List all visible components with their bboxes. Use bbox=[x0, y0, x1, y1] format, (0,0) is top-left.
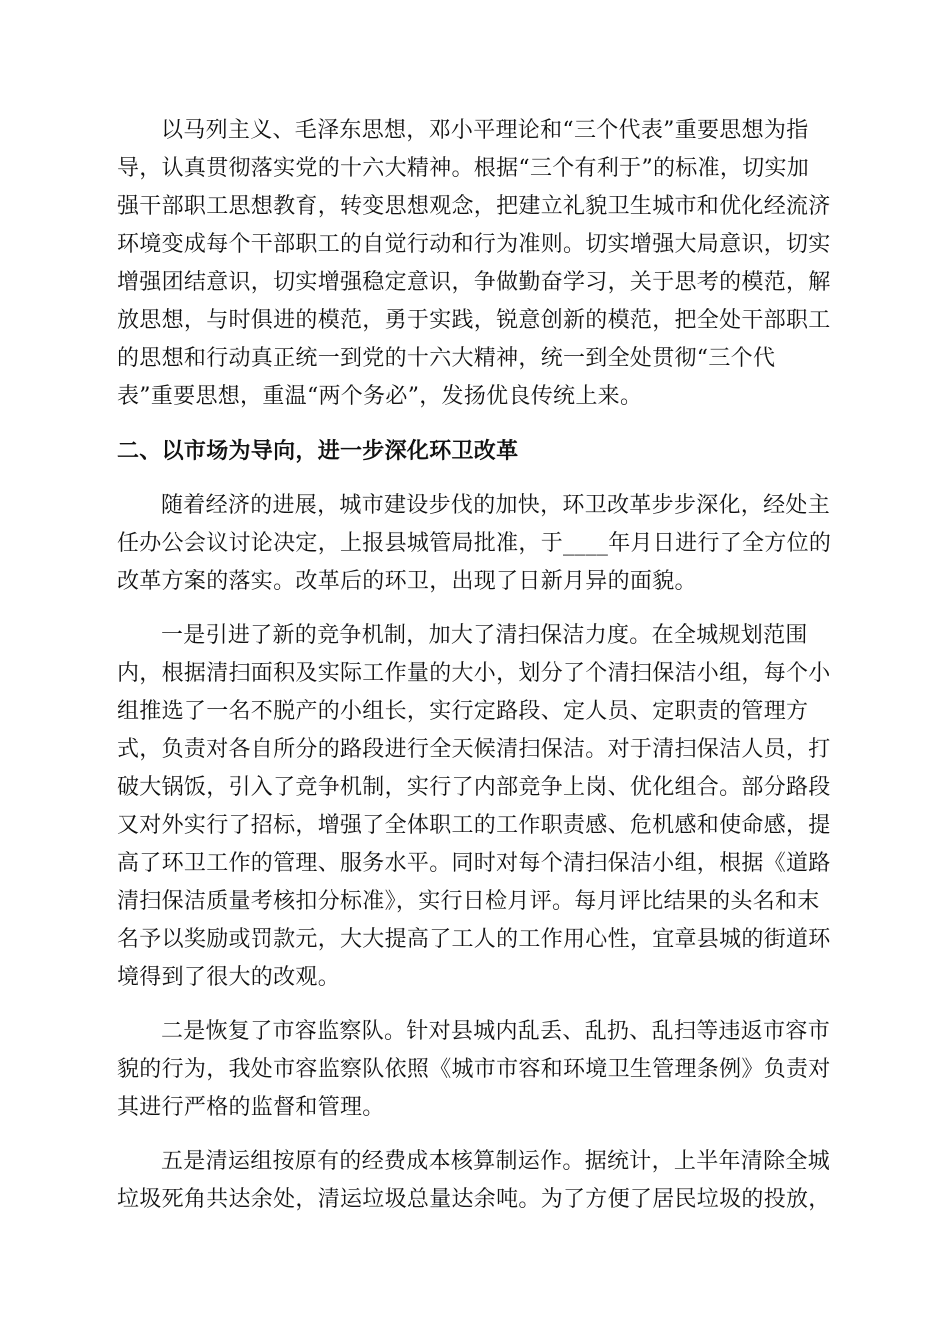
paragraph-3-line: 境得到了很大的改观。 bbox=[117, 965, 341, 990]
paragraph-5-line: 五是清运组按原有的经费成本核算制运作。据统计，上半年清除全城 bbox=[161, 1149, 831, 1174]
paragraph-4-line: 其进行严格的监督和管理。 bbox=[117, 1095, 385, 1120]
paragraph-1-line: 强干部职工思想教育，转变思想观念，把建立礼貌卫生城市和优化经流济 bbox=[117, 194, 831, 219]
paragraph-1-line: 增强团结意识，切实增强稳定意识，争做勤奋学习，关于思考的模范，解 bbox=[117, 270, 831, 295]
paragraph-2-line: 任办公会议讨论决定，上报县城管局批准，于____年月日进行了全方位的 bbox=[117, 531, 832, 556]
paragraph-2-line: 随着经济的进展，城市建设步伐的加快，环卫改革步步深化，经处主 bbox=[161, 493, 831, 518]
paragraph-1-line: 表”重要思想，重温“两个务必”，发扬优良传统上来。 bbox=[117, 384, 643, 409]
paragraph-3-line: 式，负责对各自所分的路段进行全天候清扫保洁。对于清扫保洁人员，打 bbox=[117, 737, 831, 762]
paragraph-3-line: 破大锅饭，引入了竞争机制，实行了内部竞争上岗、优化组合。部分路段 bbox=[117, 775, 831, 800]
paragraph-4-line: 貌的行为，我处市容监察队依照《城市市容和环境卫生管理条例》负责对 bbox=[117, 1057, 831, 1082]
paragraph-3-line: 名予以奖励或罚款元，大大提高了工人的工作用心性，宜章县城的街道环 bbox=[117, 927, 831, 952]
paragraph-3-line: 高了环卫工作的管理、服务水平。同时对每个清扫保洁小组，根据《道路 bbox=[117, 851, 831, 876]
paragraph-3-line: 又对外实行了招标，增强了全体职工的工作职责感、危机感和使命感，提 bbox=[117, 813, 831, 838]
paragraph-5-line: 垃圾死角共达余处，清运垃圾总量达余吨。为了方便了居民垃圾的投放， bbox=[117, 1187, 831, 1212]
paragraph-3-line: 一是引进了新的竞争机制，加大了清扫保洁力度。在全城规划范围 bbox=[161, 623, 808, 648]
paragraph-3-line: 组推选了一名不脱产的小组长，实行定路段、定人员、定职责的管理方 bbox=[117, 699, 809, 724]
paragraph-1-line: 的思想和行动真正统一到党的十六大精神，统一到全处贯彻“三个代 bbox=[117, 346, 776, 371]
section-heading: 二、以市场为导向，进一步深化环卫改革 bbox=[117, 439, 519, 464]
paragraph-2-line: 改革方案的落实。改革后的环卫，出现了日新月异的面貌。 bbox=[117, 569, 697, 594]
paragraph-4-line: 二是恢复了市容监察队。针对县城内乱丢、乱扔、乱扫等违返市容市 bbox=[161, 1019, 831, 1044]
paragraph-1-line: 导，认真贯彻落实党的十六大精神。根据“三个有利于”的标准，切实加 bbox=[117, 156, 810, 181]
paragraph-3-line: 清扫保洁质量考核扣分标准》，实行日检月评。每月评比结果的头名和末 bbox=[117, 889, 820, 914]
paragraph-1-line: 以马列主义、毛泽东思想，邓小平理论和“三个代表”重要思想为指 bbox=[161, 118, 809, 143]
paragraph-1-line: 放思想，与时俱进的模范，勇于实践，锐意创新的模范，把全处干部职工 bbox=[117, 308, 831, 333]
paragraph-1-line: 环境变成每个干部职工的自觉行动和行为准则。切实增强大局意识，切实 bbox=[117, 232, 831, 257]
paragraph-3-line: 内，根据清扫面积及实际工作量的大小，划分了个清扫保洁小组，每个小 bbox=[117, 661, 831, 686]
